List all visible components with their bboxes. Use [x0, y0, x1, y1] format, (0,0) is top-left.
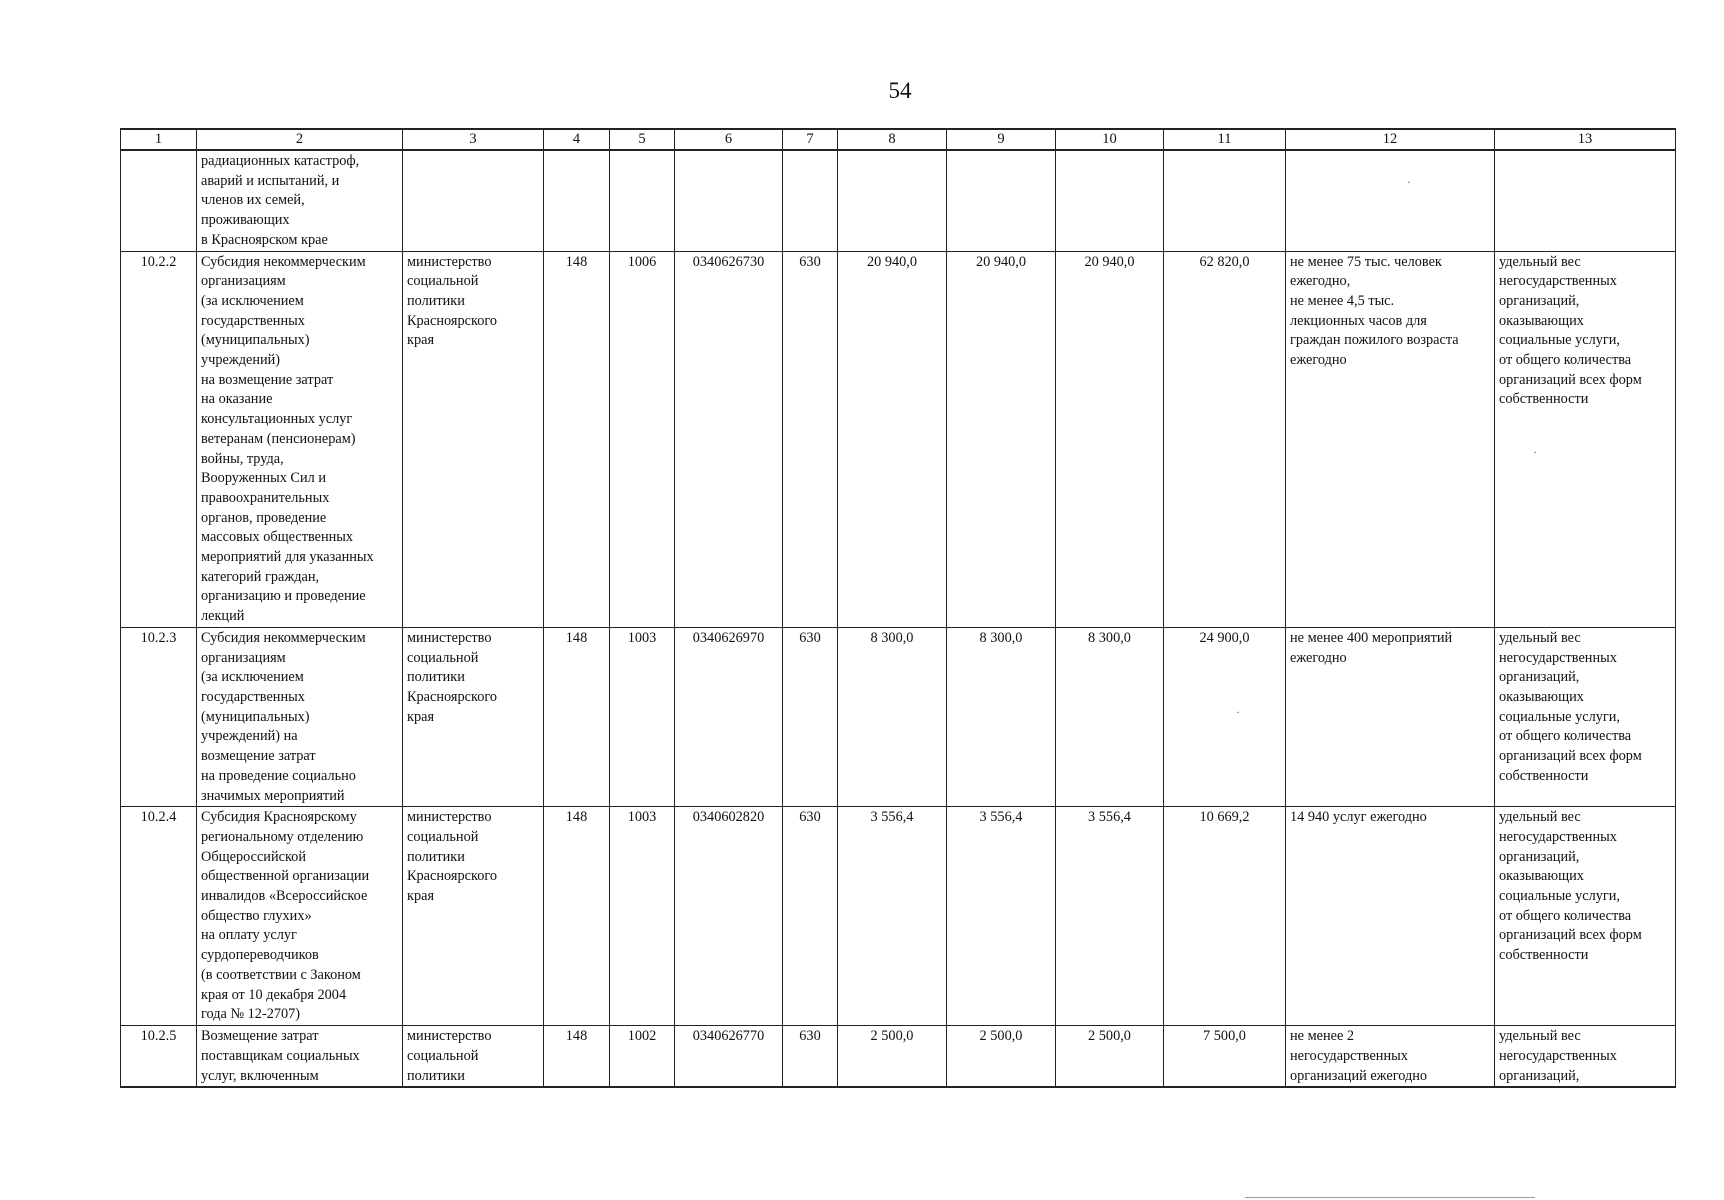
column-header: 4 [544, 129, 610, 150]
column-header: 12 [1286, 129, 1495, 150]
table-row [121, 627, 1676, 806]
code-target: 0340626730 [675, 251, 783, 627]
indicator: удельный вес негосударственных организаций, [1495, 1026, 1676, 1088]
budget-table [120, 128, 1676, 1088]
scan-edge-line [1245, 1197, 1535, 1198]
code-expense-type: 630 [783, 807, 838, 1026]
column-header: 8 [838, 129, 947, 150]
code-section: 1003 [610, 807, 675, 1026]
row-number: 10.2.3 [121, 627, 197, 806]
amount-year-2: 20 940,0 [947, 251, 1056, 627]
responsible-body: министерство социальной политики Красноярского края [403, 627, 544, 806]
amount-year-3: 8 300,0 [1056, 627, 1164, 806]
code-expense-type [783, 150, 838, 251]
amount-total: 24 900,0 [1164, 627, 1286, 806]
amount-year-2: 3 556,4 [947, 807, 1056, 1026]
code-expense-type: 630 [783, 1026, 838, 1088]
code-section: 1003 [610, 627, 675, 806]
code-grbs [544, 150, 610, 251]
code-grbs: 148 [544, 1026, 610, 1088]
scan-speck: · [1407, 175, 1411, 189]
item-description: радиационных катастроф, аварий и испытаний, и членов их семей, проживающих в Красноярском крае [197, 150, 403, 251]
code-grbs: 148 [544, 807, 610, 1026]
scan-speck: · [1533, 445, 1537, 459]
code-target [675, 150, 783, 251]
column-header: 13 [1495, 129, 1676, 150]
scan-speck: · [1236, 705, 1240, 719]
code-section: 1006 [610, 251, 675, 627]
item-description: Субсидия некоммерческим организациям (за исключением государственных (муниципальных) учреждений) на возмещение затрат на оказание консультационных услуг ветеранам (пенсионерам) войны, труда, Вооруженных Сил и правоохранительных органов, проведение массовых общественных мероприятий для указанных категорий граждан, организацию и проведение лекций [197, 251, 403, 627]
amount-total: 62 820,0 [1164, 251, 1286, 627]
row-number: 10.2.4 [121, 807, 197, 1026]
item-description: Возмещение затрат поставщикам социальных услуг, включенным [197, 1026, 403, 1088]
code-target: 0340626770 [675, 1026, 783, 1088]
indicator [1495, 150, 1676, 251]
expected-result: не менее 2 негосударственных организаций ежегодно [1286, 1026, 1495, 1088]
code-section: 1002 [610, 1026, 675, 1088]
column-header: 10 [1056, 129, 1164, 150]
expected-result: не менее 75 тыс. человек ежегодно, не менее 4,5 тыс. лекционных часов для граждан пожилого возраста ежегодно [1286, 251, 1495, 627]
indicator: удельный вес негосударственных организаций, оказывающих социальные услуги, от общего количества организаций всех форм собственности [1495, 807, 1676, 1026]
responsible-body: министерство социальной политики [403, 1026, 544, 1088]
amount-year-1: 8 300,0 [838, 627, 947, 806]
amount-year-2: 2 500,0 [947, 1026, 1056, 1088]
amount-year-1 [838, 150, 947, 251]
code-section [610, 150, 675, 251]
code-expense-type: 630 [783, 627, 838, 806]
indicator: удельный вес негосударственных организаций, оказывающих социальные услуги, от общего количества организаций всех форм собственности [1495, 627, 1676, 806]
responsible-body: министерство социальной политики Красноярского края [403, 251, 544, 627]
table-row [121, 251, 1676, 627]
responsible-body: министерство социальной политики Красноярского края [403, 807, 544, 1026]
table-header-row [121, 129, 1676, 150]
amount-year-1: 2 500,0 [838, 1026, 947, 1088]
amount-year-3: 2 500,0 [1056, 1026, 1164, 1088]
amount-year-3: 20 940,0 [1056, 251, 1164, 627]
item-description: Субсидия некоммерческим организациям (за исключением государственных (муниципальных) учреждений) на возмещение затрат на проведение социально значимых мероприятий [197, 627, 403, 806]
amount-year-1: 3 556,4 [838, 807, 947, 1026]
row-number [121, 150, 197, 251]
column-header: 9 [947, 129, 1056, 150]
column-header: 1 [121, 129, 197, 150]
amount-year-3 [1056, 150, 1164, 251]
expected-result: 14 940 услуг ежегодно [1286, 807, 1495, 1026]
amount-year-2: 8 300,0 [947, 627, 1056, 806]
expected-result: не менее 400 мероприятий ежегодно [1286, 627, 1495, 806]
table-row [121, 1026, 1676, 1088]
column-header: 6 [675, 129, 783, 150]
code-target: 0340626970 [675, 627, 783, 806]
amount-total [1164, 150, 1286, 251]
column-header: 11 [1164, 129, 1286, 150]
column-header: 5 [610, 129, 675, 150]
column-header: 3 [403, 129, 544, 150]
item-description: Субсидия Красноярскому региональному отделению Общероссийской общественной организации инвалидов «Всероссийское общество глухих» на оплату услуг сурдопереводчиков (в соответствии с Законом края от 10 декабря 2004 года № 12-2707) [197, 807, 403, 1026]
code-target: 0340602820 [675, 807, 783, 1026]
expected-result [1286, 150, 1495, 251]
row-number: 10.2.5 [121, 1026, 197, 1088]
code-expense-type: 630 [783, 251, 838, 627]
indicator: удельный вес негосударственных организаций, оказывающих социальные услуги, от общего количества организаций всех форм собственности [1495, 251, 1676, 627]
code-grbs: 148 [544, 627, 610, 806]
amount-year-1: 20 940,0 [838, 251, 947, 627]
amount-year-2 [947, 150, 1056, 251]
code-grbs: 148 [544, 251, 610, 627]
amount-year-3: 3 556,4 [1056, 807, 1164, 1026]
page-number: 54 [888, 78, 912, 103]
amount-total: 10 669,2 [1164, 807, 1286, 1026]
column-header: 2 [197, 129, 403, 150]
table-row [121, 150, 1676, 251]
responsible-body [403, 150, 544, 251]
amount-total: 7 500,0 [1164, 1026, 1286, 1088]
column-header: 7 [783, 129, 838, 150]
table-row [121, 807, 1676, 1026]
row-number: 10.2.2 [121, 251, 197, 627]
